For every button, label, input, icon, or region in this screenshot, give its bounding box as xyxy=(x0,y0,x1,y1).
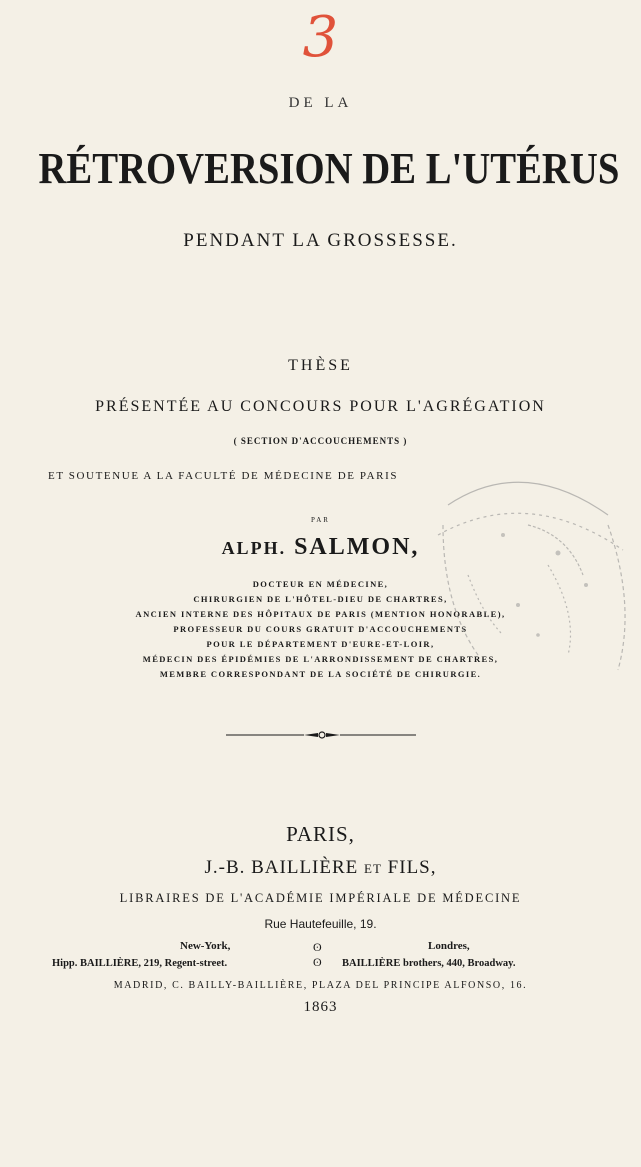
booksellers-line: LIBRAIRES DE L'ACADÉMIE IMPÉRIALE DE MÉDECINE xyxy=(119,891,522,905)
credential-line: CHIRURGIEN DE L'HÔTEL-DIEU DE CHARTRES, xyxy=(193,594,448,604)
thesis-presented-for: PRÉSENTÉE AU CONCOURS POUR L'AGRÉGATION xyxy=(95,398,546,415)
credential-line: MEMBRE CORRESPONDANT DE LA SOCIÉTÉ DE CHIRURGIE. xyxy=(159,669,482,679)
library-stamp-icon xyxy=(408,465,638,685)
publisher-end: FILS, xyxy=(387,857,437,878)
publisher xyxy=(0,857,641,879)
by-label: PAR xyxy=(311,516,330,524)
handwritten-page-number: 3 xyxy=(302,5,339,70)
pre-title: DE LA xyxy=(288,95,353,111)
credential-line: ANCIEN INTERNE DES HÔPITAUX DE PARIS (MENTION HONORABLE), xyxy=(135,609,506,619)
thesis-defended-at: ET SOUTENUE A LA FACULTÉ DE MÉDECINE DE PARIS xyxy=(48,470,399,482)
london-label: Londres, xyxy=(428,940,470,952)
publisher-conjunction: ET xyxy=(364,861,382,876)
subtitle: PENDANT LA GROSSESSE. xyxy=(183,230,458,251)
london-address: BAILLIÈRE brothers, 440, Broadway. xyxy=(342,958,516,969)
column-divider-icon: ʘ xyxy=(313,940,322,954)
imprint-city: PARIS, xyxy=(286,822,355,846)
author-first-name: ALPH. xyxy=(221,538,287,558)
main-title: RÉTROVERSION DE L'UTÉRUS xyxy=(38,144,620,193)
credential-line: DOCTEUR EN MÉDECINE, xyxy=(252,579,389,589)
ornamental-rule xyxy=(226,730,416,740)
street-address: Rue Hautefeuille, 19. xyxy=(264,917,377,931)
credential-line: POUR LE DÉPARTEMENT D'EURE-ET-LOIR, xyxy=(206,639,435,649)
publisher-name: J.-B. BAILLIÈRE xyxy=(204,857,359,878)
credential-line: PROFESSEUR DU COURS GRATUIT D'ACCOUCHEMENTS xyxy=(173,624,468,634)
column-divider-icon: ʘ xyxy=(313,955,322,969)
new-york-address: Hipp. BAILLIÈRE, 219, Regent-street. xyxy=(52,958,228,969)
thesis-section: ( SECTION D'ACCOUCHEMENTS ) xyxy=(233,436,408,446)
new-york-label: New-York, xyxy=(180,940,231,952)
thesis-label: THÈSE xyxy=(288,357,353,374)
author-last-name: SALMON, xyxy=(294,534,420,560)
publication-year: 1863 xyxy=(303,999,338,1015)
madrid-line: MADRID, C. BAILLY-BAILLIÈRE, PLAZA DEL PRINCIPE ALFONSO, 16. xyxy=(113,980,528,991)
credential-line: MÉDECIN DES ÉPIDÉMIES DE L'ARRONDISSEMENT DE CHARTRES, xyxy=(142,654,499,664)
